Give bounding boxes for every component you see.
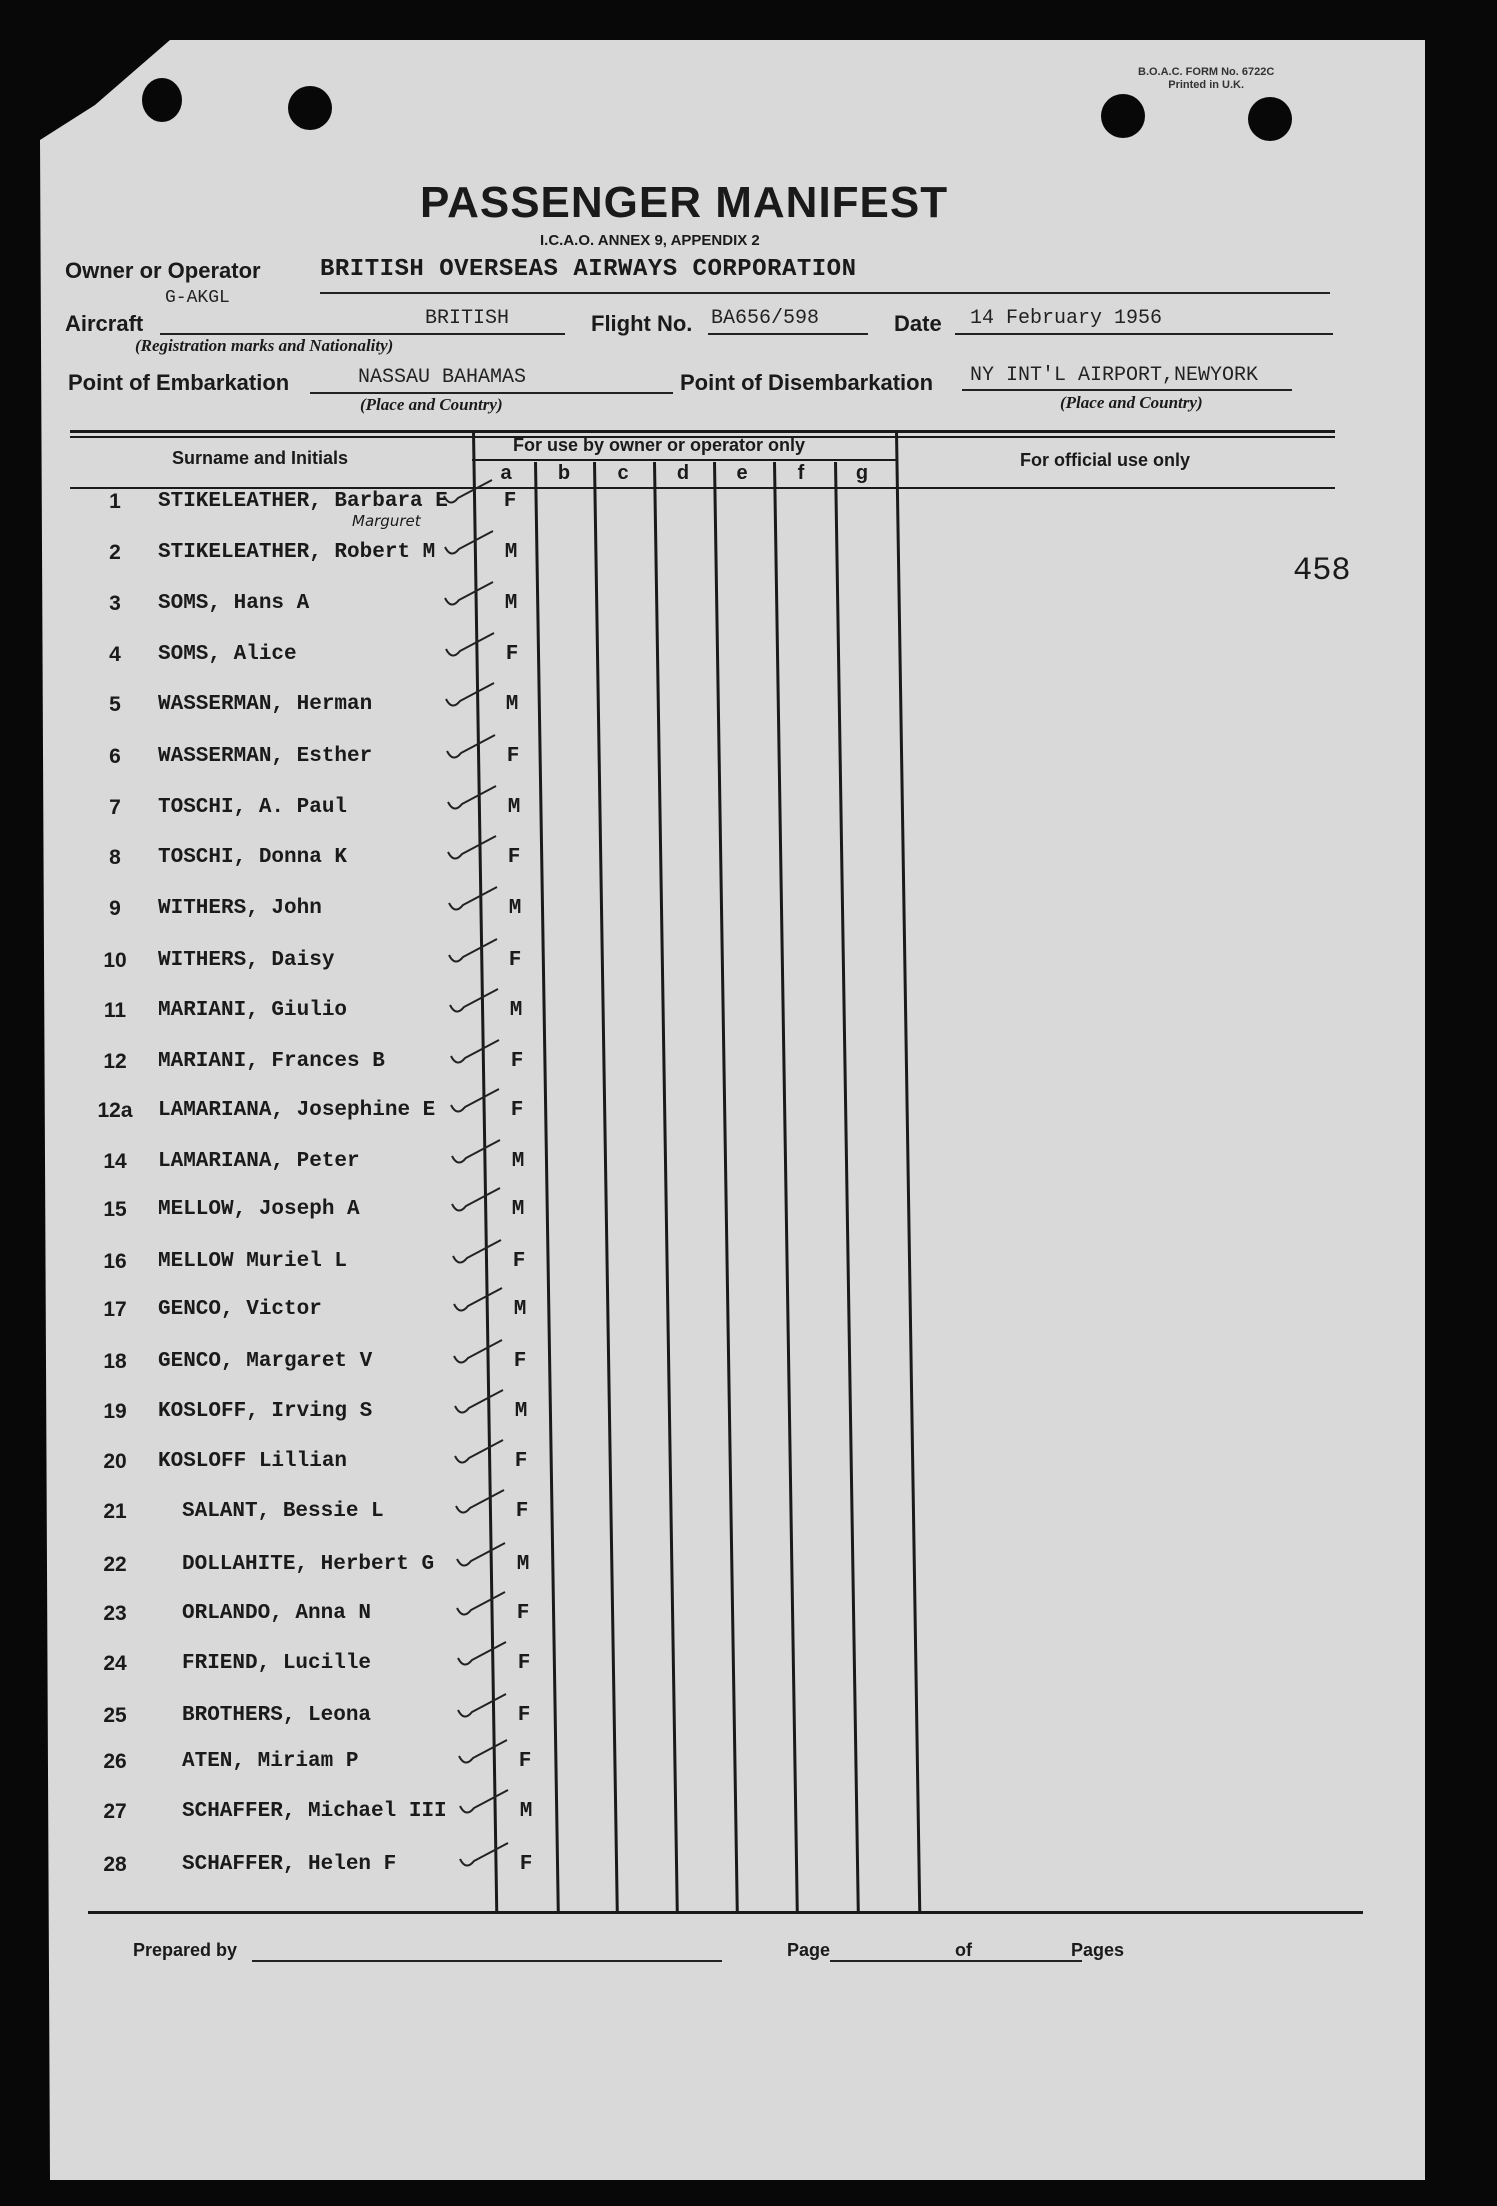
passenger-name: KOSLOFF, Irving S — [158, 1400, 373, 1423]
embarkation-value: NASSAU BAHAMAS — [358, 366, 527, 389]
passenger-name: STIKELEATHER, Barbara E — [158, 490, 448, 513]
aircraft-label: Aircraft — [65, 311, 144, 336]
passenger-sex: F — [510, 1099, 524, 1122]
passenger-sex: F — [516, 1602, 530, 1625]
column-b: b — [557, 462, 571, 484]
passenger-sex: M — [519, 1800, 533, 1823]
passenger-number: 8 — [109, 846, 121, 869]
passenger-number: 5 — [109, 693, 121, 716]
owner-use-header: For use by owner or operator only — [513, 435, 806, 455]
passenger-sex: F — [506, 745, 520, 768]
passenger-name: LAMARIANA, Peter — [158, 1150, 360, 1173]
of-label: of — [955, 1940, 972, 1960]
passenger-number: 23 — [103, 1602, 127, 1625]
passenger-sex: F — [505, 643, 519, 666]
registration-caption: (Registration marks and Nationality) — [135, 336, 394, 355]
printed-text: Printed in U.K. — [1168, 79, 1245, 91]
passenger-number: 9 — [109, 897, 121, 920]
punch-hole — [1101, 94, 1145, 138]
punch-hole — [1248, 97, 1292, 141]
passenger-name: BROTHERS, Leona — [182, 1704, 372, 1727]
column-g: g — [855, 462, 869, 484]
passenger-name: DOLLAHITE, Herbert G — [182, 1553, 435, 1576]
surname-header: Surname and Initials — [172, 448, 349, 468]
passenger-number: 27 — [103, 1800, 127, 1823]
passenger-name: SALANT, Bessie L — [182, 1500, 384, 1523]
passenger-name: SOMS, Alice — [158, 643, 297, 666]
column-d: d — [676, 462, 690, 484]
passenger-number: 11 — [103, 999, 127, 1022]
passenger-sex: M — [508, 897, 522, 920]
passenger-number: 7 — [109, 796, 121, 819]
passenger-name: KOSLOFF Lillian — [158, 1450, 348, 1473]
passenger-sex: F — [503, 490, 517, 513]
date-value: 14 February 1956 — [970, 307, 1163, 330]
passenger-name: TOSCHI, A. Paul — [158, 796, 348, 819]
passenger-name: WASSERMAN, Esther — [158, 745, 373, 768]
passenger-sex: M — [509, 999, 523, 1022]
owner-value: BRITISH OVERSEAS AIRWAYS CORPORATION — [320, 256, 857, 283]
passenger-number: 19 — [103, 1400, 127, 1423]
passenger-sex: F — [519, 1853, 533, 1876]
flight-label: Flight No. — [591, 311, 693, 336]
passenger-number: 20 — [103, 1450, 127, 1473]
passenger-sex: M — [504, 592, 518, 615]
passenger-name: ORLANDO, Anna N — [182, 1602, 372, 1625]
passenger-number: 18 — [103, 1350, 127, 1373]
passenger-sex: M — [511, 1198, 525, 1221]
date-label: Date — [894, 311, 942, 336]
passenger-sex: F — [515, 1500, 529, 1523]
nationality-value: BRITISH — [425, 307, 510, 330]
disembarkation-label: Point of Disembarkation — [680, 370, 934, 395]
disembarkation-value: NY INT'L AIRPORT,NEWYORK — [970, 364, 1259, 387]
passenger-sex: F — [513, 1350, 527, 1373]
disembarkation-caption: (Place and Country) — [1060, 393, 1203, 412]
page-title: PASSENGER MANIFEST — [420, 178, 949, 227]
passenger-name: GENCO, Margaret V — [158, 1350, 373, 1373]
passenger-number: 6 — [109, 745, 121, 768]
passenger-number: 1 — [109, 490, 121, 513]
passenger-sex: M — [507, 796, 521, 819]
column-c: c — [617, 462, 629, 484]
passenger-name: GENCO, Victor — [158, 1298, 322, 1321]
embarkation-caption: (Place and Country) — [360, 395, 503, 414]
column-f: f — [797, 462, 805, 484]
embarkation-label: Point of Embarkation — [68, 370, 290, 395]
passenger-name: MELLOW Muriel L — [158, 1250, 348, 1273]
passenger-number: 12a — [97, 1099, 133, 1122]
passenger-number: 14 — [103, 1150, 127, 1173]
passenger-name: WITHERS, Daisy — [158, 949, 335, 972]
passenger-number: 24 — [103, 1652, 127, 1675]
passenger-number: 3 — [109, 592, 121, 615]
passenger-name: MARIANI, Frances B — [158, 1050, 385, 1073]
passenger-number: 10 — [103, 949, 127, 972]
passenger-sex: F — [517, 1704, 531, 1727]
registration-value: G-AKGL — [165, 288, 230, 308]
passenger-number: 2 — [109, 541, 121, 564]
passenger-sex: F — [514, 1450, 528, 1473]
passenger-sex: M — [504, 541, 518, 564]
passenger-sex: M — [505, 693, 519, 716]
form-number-text: B.O.A.C. FORM No. 6722C — [1138, 66, 1275, 78]
passenger-sex: F — [510, 1050, 524, 1073]
page-label: Page — [787, 1940, 831, 1960]
punch-hole — [288, 86, 332, 130]
passenger-name: ATEN, Miriam P — [182, 1750, 359, 1773]
passenger-number: 21 — [103, 1500, 127, 1523]
passenger-number: 26 — [103, 1750, 127, 1773]
pages-label: Pages — [1071, 1940, 1125, 1960]
passenger-number: 16 — [103, 1250, 127, 1273]
passenger-name: MELLOW, Joseph A — [158, 1198, 360, 1221]
passenger-name: STIKELEATHER, Robert M — [158, 541, 436, 564]
passenger-number: 25 — [103, 1704, 127, 1727]
page-subtitle: I.C.A.O. ANNEX 9, APPENDIX 2 — [540, 232, 760, 249]
passenger-number: 4 — [109, 643, 121, 666]
punch-hole — [142, 78, 182, 122]
passenger-sex: F — [512, 1250, 526, 1273]
passenger-number: 15 — [103, 1198, 127, 1221]
passenger-sex: M — [511, 1150, 525, 1173]
official-header: For official use only — [1020, 450, 1191, 470]
page-mark: 458 — [1293, 552, 1351, 589]
column-e: e — [736, 462, 748, 484]
passenger-name: MARIANI, Giulio — [158, 999, 348, 1022]
column-a: a — [500, 462, 512, 484]
handwritten-note: Marguret — [352, 512, 421, 530]
passenger-name: SOMS, Hans A — [158, 592, 310, 615]
passenger-number: 17 — [103, 1298, 127, 1321]
passenger-sex: F — [518, 1750, 532, 1773]
passenger-sex: M — [516, 1553, 530, 1576]
passenger-number: 22 — [103, 1553, 127, 1576]
passenger-number: 12 — [103, 1050, 127, 1073]
passenger-sex: F — [517, 1652, 531, 1675]
passenger-sex: F — [507, 846, 521, 869]
passenger-sex: F — [508, 949, 522, 972]
passenger-name: TOSCHI, Donna K — [158, 846, 348, 869]
passenger-sex: M — [513, 1298, 527, 1321]
passenger-name: FRIEND, Lucille — [182, 1652, 372, 1675]
form-number — [1138, 66, 1274, 92]
passenger-number: 28 — [103, 1853, 127, 1876]
passenger-name: SCHAFFER, Helen F — [182, 1853, 397, 1876]
passenger-name: SCHAFFER, Michael III — [182, 1800, 447, 1823]
passenger-name: WITHERS, John — [158, 897, 322, 920]
prepared-label: Prepared by — [133, 1940, 238, 1960]
flight-value: BA656/598 — [711, 307, 820, 330]
owner-label: Owner or Operator — [65, 258, 261, 283]
passenger-sex: M — [514, 1400, 528, 1423]
passenger-name: LAMARIANA, Josephine E — [158, 1099, 436, 1122]
passenger-name: WASSERMAN, Herman — [158, 693, 373, 716]
